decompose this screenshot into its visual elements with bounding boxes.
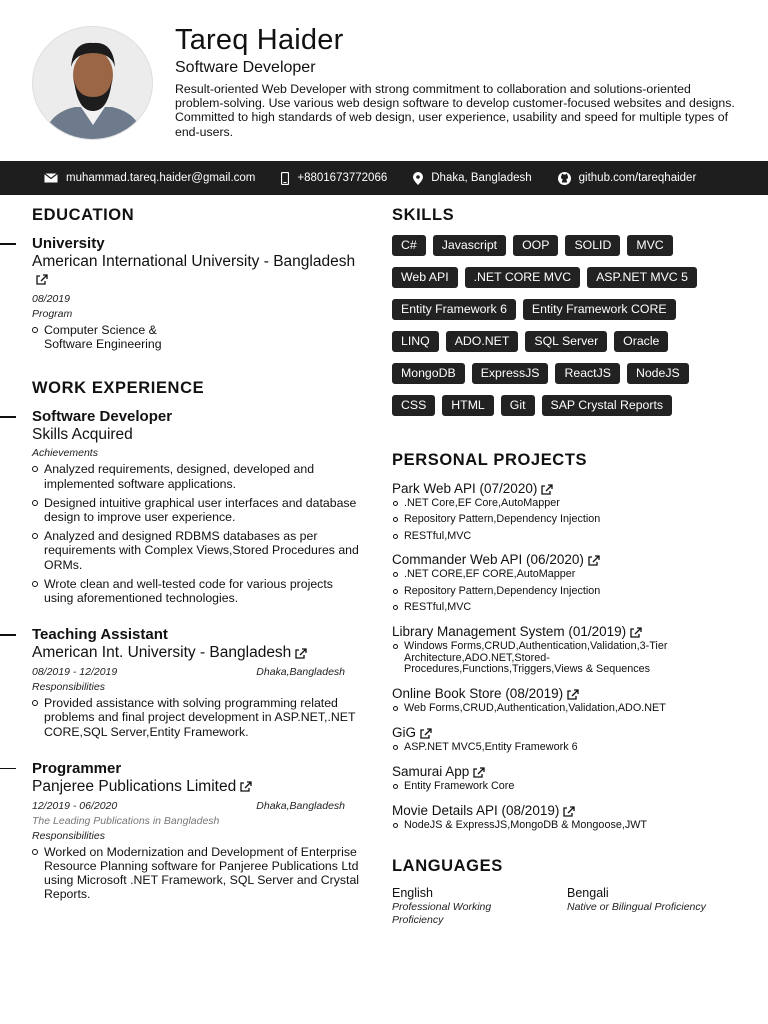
education-date: 08/2019 — [32, 293, 70, 305]
work-entry — [32, 626, 362, 739]
languages-heading: LANGUAGES — [392, 857, 503, 876]
skill-tag: Web API — [392, 267, 458, 288]
list-item: NodeJS & ExpressJS,MongoDB & Mongoose,JWT — [392, 820, 742, 832]
candidate-title: Software Developer — [175, 59, 316, 76]
contact-email-text: muhammad.tareq.haider@gmail.com — [66, 172, 256, 184]
skill-tag: Git — [501, 395, 535, 416]
language-name: English — [392, 886, 433, 901]
contact-phone-text: +8801673772066 — [297, 172, 388, 184]
external-link-icon[interactable] — [541, 484, 553, 495]
github-icon — [558, 172, 571, 185]
skill-tag: SQL Server — [525, 331, 607, 352]
work-meta — [32, 800, 345, 812]
project-bullets — [392, 641, 742, 676]
skill-tag: C# — [392, 235, 426, 256]
skill-tag: OOP — [513, 235, 558, 256]
skill-tag: ReactJS — [555, 363, 619, 384]
work-entry — [32, 408, 362, 605]
list-item: Wrote clean and well-tested code for various projects using aforementioned technologies. — [32, 577, 362, 605]
list-item: RESTful,MVC — [392, 531, 742, 543]
list-item: Provided assistance with solving programming related problems and final project development in ASP.NET,.NET CORE,SQL Server,Entity Framework. — [32, 696, 362, 739]
project-bullets — [392, 742, 742, 754]
list-item: ASP.NET MVC5,Entity Framework 6 — [392, 742, 742, 754]
work-title: Programmer — [32, 759, 122, 777]
project-title[interactable] — [392, 551, 742, 568]
list-item: .NET CORE,EF CORE,AutoMapper — [392, 569, 742, 581]
skill-tag: SAP Crystal Reports — [542, 395, 673, 416]
work-title: Software Developer — [32, 408, 173, 426]
project-bullets — [392, 781, 742, 793]
list-item: Designed intuitive graphical user interfaces and database design to improve user experience. — [32, 496, 362, 524]
skill-tag: Entity Framework 6 — [392, 299, 516, 320]
education-school[interactable] — [32, 253, 362, 289]
work-location: Dhaka,Bangladesh — [256, 799, 345, 812]
list-item: Computer Science & Software Engineering — [32, 323, 182, 351]
list-item: Repository Pattern,Dependency Injection — [392, 586, 742, 598]
work-bullets — [32, 696, 362, 739]
work-title: Teaching Assistant — [32, 626, 168, 644]
work-label: Achievements — [32, 447, 98, 460]
language-entry — [392, 886, 567, 927]
list-item: Worked on Modernization and Development of Enterprise Resource Planning software for Panjeree Publications Ltd using Microsoft .NET Framework, SQL Server and Crystal Reports. — [32, 845, 362, 902]
project-entry — [392, 724, 742, 754]
project-entry — [392, 480, 742, 542]
work-tagline: The Leading Publications in Bangladesh — [32, 814, 220, 827]
external-link-icon[interactable] — [567, 689, 579, 700]
timeline-marker — [0, 243, 16, 245]
mail-icon — [44, 173, 58, 183]
work-org[interactable] — [32, 778, 362, 796]
external-link-icon[interactable] — [473, 767, 485, 778]
project-title[interactable] — [392, 802, 742, 819]
timeline-marker — [0, 768, 16, 770]
project-title-text: Library Management System (01/2019) — [392, 623, 627, 639]
skill-tag: HTML — [442, 395, 493, 416]
language-entry — [567, 886, 742, 927]
project-title-text: Movie Details API (08/2019) — [392, 802, 560, 818]
work-entry — [32, 760, 362, 902]
skill-tag: LINQ — [392, 331, 439, 352]
project-bullets — [392, 820, 742, 832]
education-title: University — [32, 235, 105, 252]
project-title-text: Online Book Store (08/2019) — [392, 686, 564, 702]
project-bullets — [392, 569, 742, 613]
location-pin-icon — [413, 172, 423, 185]
work-label: Responsibilities — [32, 829, 105, 842]
timeline-marker — [0, 634, 16, 636]
list-item: Repository Pattern,Dependency Injection — [392, 514, 742, 526]
project-entry — [392, 802, 742, 832]
languages-list — [392, 886, 742, 927]
project-title-text: Park Web API (07/2020) — [392, 481, 538, 496]
work-org[interactable] — [32, 644, 362, 662]
work-location: Dhaka,Bangladesh — [256, 666, 345, 679]
language-level: Professional Working Proficiency — [392, 901, 492, 927]
work-label: Responsibilities — [32, 681, 105, 694]
contact-location — [413, 172, 531, 185]
project-title[interactable] — [392, 623, 742, 640]
profile-photo — [32, 26, 153, 140]
work-org-name: American Int. University - Bangladesh — [32, 644, 292, 662]
project-title-text: Commander Web API (06/2020) — [392, 552, 584, 568]
skill-tag: Javascript — [433, 235, 506, 256]
skill-tag: NodeJS — [627, 363, 689, 384]
project-bullets — [392, 703, 742, 715]
external-link-icon[interactable] — [630, 627, 642, 638]
list-item: Web Forms,CRUD,Authentication,Validation,ADO.NET — [392, 703, 742, 715]
summary: Result-oriented Web Developer with strong commitment to collaboration and solutions-oriented problem-solving. Use various web design software to develop customer-focused websites and designs. Committed to high standards of web design, user experience, usability and speed for multiple types of end-users. — [175, 82, 735, 139]
external-link-icon[interactable] — [240, 781, 252, 792]
external-link-icon[interactable] — [420, 728, 432, 739]
skill-tag: ADO.NET — [446, 331, 519, 352]
contact-location-text: Dhaka, Bangladesh — [431, 172, 532, 184]
work-org: Skills Acquired — [32, 426, 133, 444]
project-bullets — [392, 498, 742, 542]
work-org-name: Panjeree Publications Limited — [32, 777, 237, 795]
project-entry — [392, 763, 742, 793]
skill-tag: CSS — [392, 395, 435, 416]
project-title-text: GiG — [392, 724, 417, 740]
project-entry — [392, 685, 742, 715]
skills-list — [392, 235, 722, 427]
skill-tag: Oracle — [614, 331, 668, 352]
candidate-name: Tareq Haider — [175, 24, 344, 56]
skill-tag: .NET CORE MVC — [465, 267, 580, 288]
education-date-row — [32, 293, 345, 305]
language-name: Bengali — [567, 886, 609, 901]
skill-tag: MongoDB — [392, 363, 465, 384]
contact-github[interactable] — [558, 172, 697, 185]
list-item: RESTful,MVC — [392, 602, 742, 614]
language-level: Native or Bilingual Proficiency — [567, 901, 706, 914]
list-item: Analyzed requirements, designed, developed and implemented software applications. — [32, 462, 362, 490]
external-link-icon[interactable] — [563, 806, 575, 817]
external-link-icon[interactable] — [295, 648, 307, 659]
contact-email[interactable] — [44, 172, 255, 184]
work-meta — [32, 666, 345, 678]
education-heading: EDUCATION — [32, 206, 135, 224]
phone-icon — [281, 172, 289, 185]
timeline-marker — [0, 416, 16, 418]
contact-bar — [0, 161, 768, 195]
education-school-name: American International University - Bangladesh — [32, 253, 356, 270]
work-bullets — [32, 462, 362, 605]
project-entry — [392, 623, 742, 676]
project-title[interactable] — [392, 685, 742, 702]
project-title[interactable] — [392, 724, 742, 741]
skills-heading: SKILLS — [392, 206, 455, 224]
project-title[interactable] — [392, 763, 742, 780]
left-column — [32, 206, 362, 907]
skill-tag: Entity Framework CORE — [523, 299, 676, 320]
skill-tag: SOLID — [565, 235, 620, 256]
work-bullets — [32, 845, 362, 902]
contact-phone[interactable] — [281, 172, 387, 185]
skill-tag: MVC — [627, 235, 672, 256]
project-title[interactable] — [392, 480, 742, 497]
contact-github-text: github.com/tareqhaider — [578, 172, 697, 184]
work-heading: WORK EXPERIENCE — [32, 379, 205, 398]
list-item: Analyzed and designed RDBMS databases as per requirements with Complex Views,Stored Procedures and ORMs. — [32, 529, 362, 572]
list-item: Windows Forms,CRUD,Authentication,Validation,3-Tier Architecture,ADO.NET,Stored-Procedures,Functions,Triggers,Views & Sequences — [392, 641, 692, 676]
project-entry — [392, 551, 742, 613]
external-link-icon[interactable] — [36, 274, 48, 285]
education-bullets — [32, 323, 362, 351]
education-label: Program — [32, 308, 73, 320]
work-dates: 08/2019 - 12/2019 — [32, 666, 118, 679]
work-dates: 12/2019 - 06/2020 — [32, 799, 118, 812]
project-title-text: Samurai App — [392, 763, 470, 779]
list-item: .NET Core,EF Core,AutoMapper — [392, 498, 742, 510]
right-column — [392, 206, 742, 927]
external-link-icon[interactable] — [588, 555, 600, 566]
list-item: Entity Framework Core — [392, 781, 742, 793]
skill-tag: ASP.NET MVC 5 — [587, 267, 697, 288]
skill-tag: ExpressJS — [472, 363, 549, 384]
education-entry — [32, 235, 362, 351]
projects-heading: PERSONAL PROJECTS — [392, 451, 588, 469]
